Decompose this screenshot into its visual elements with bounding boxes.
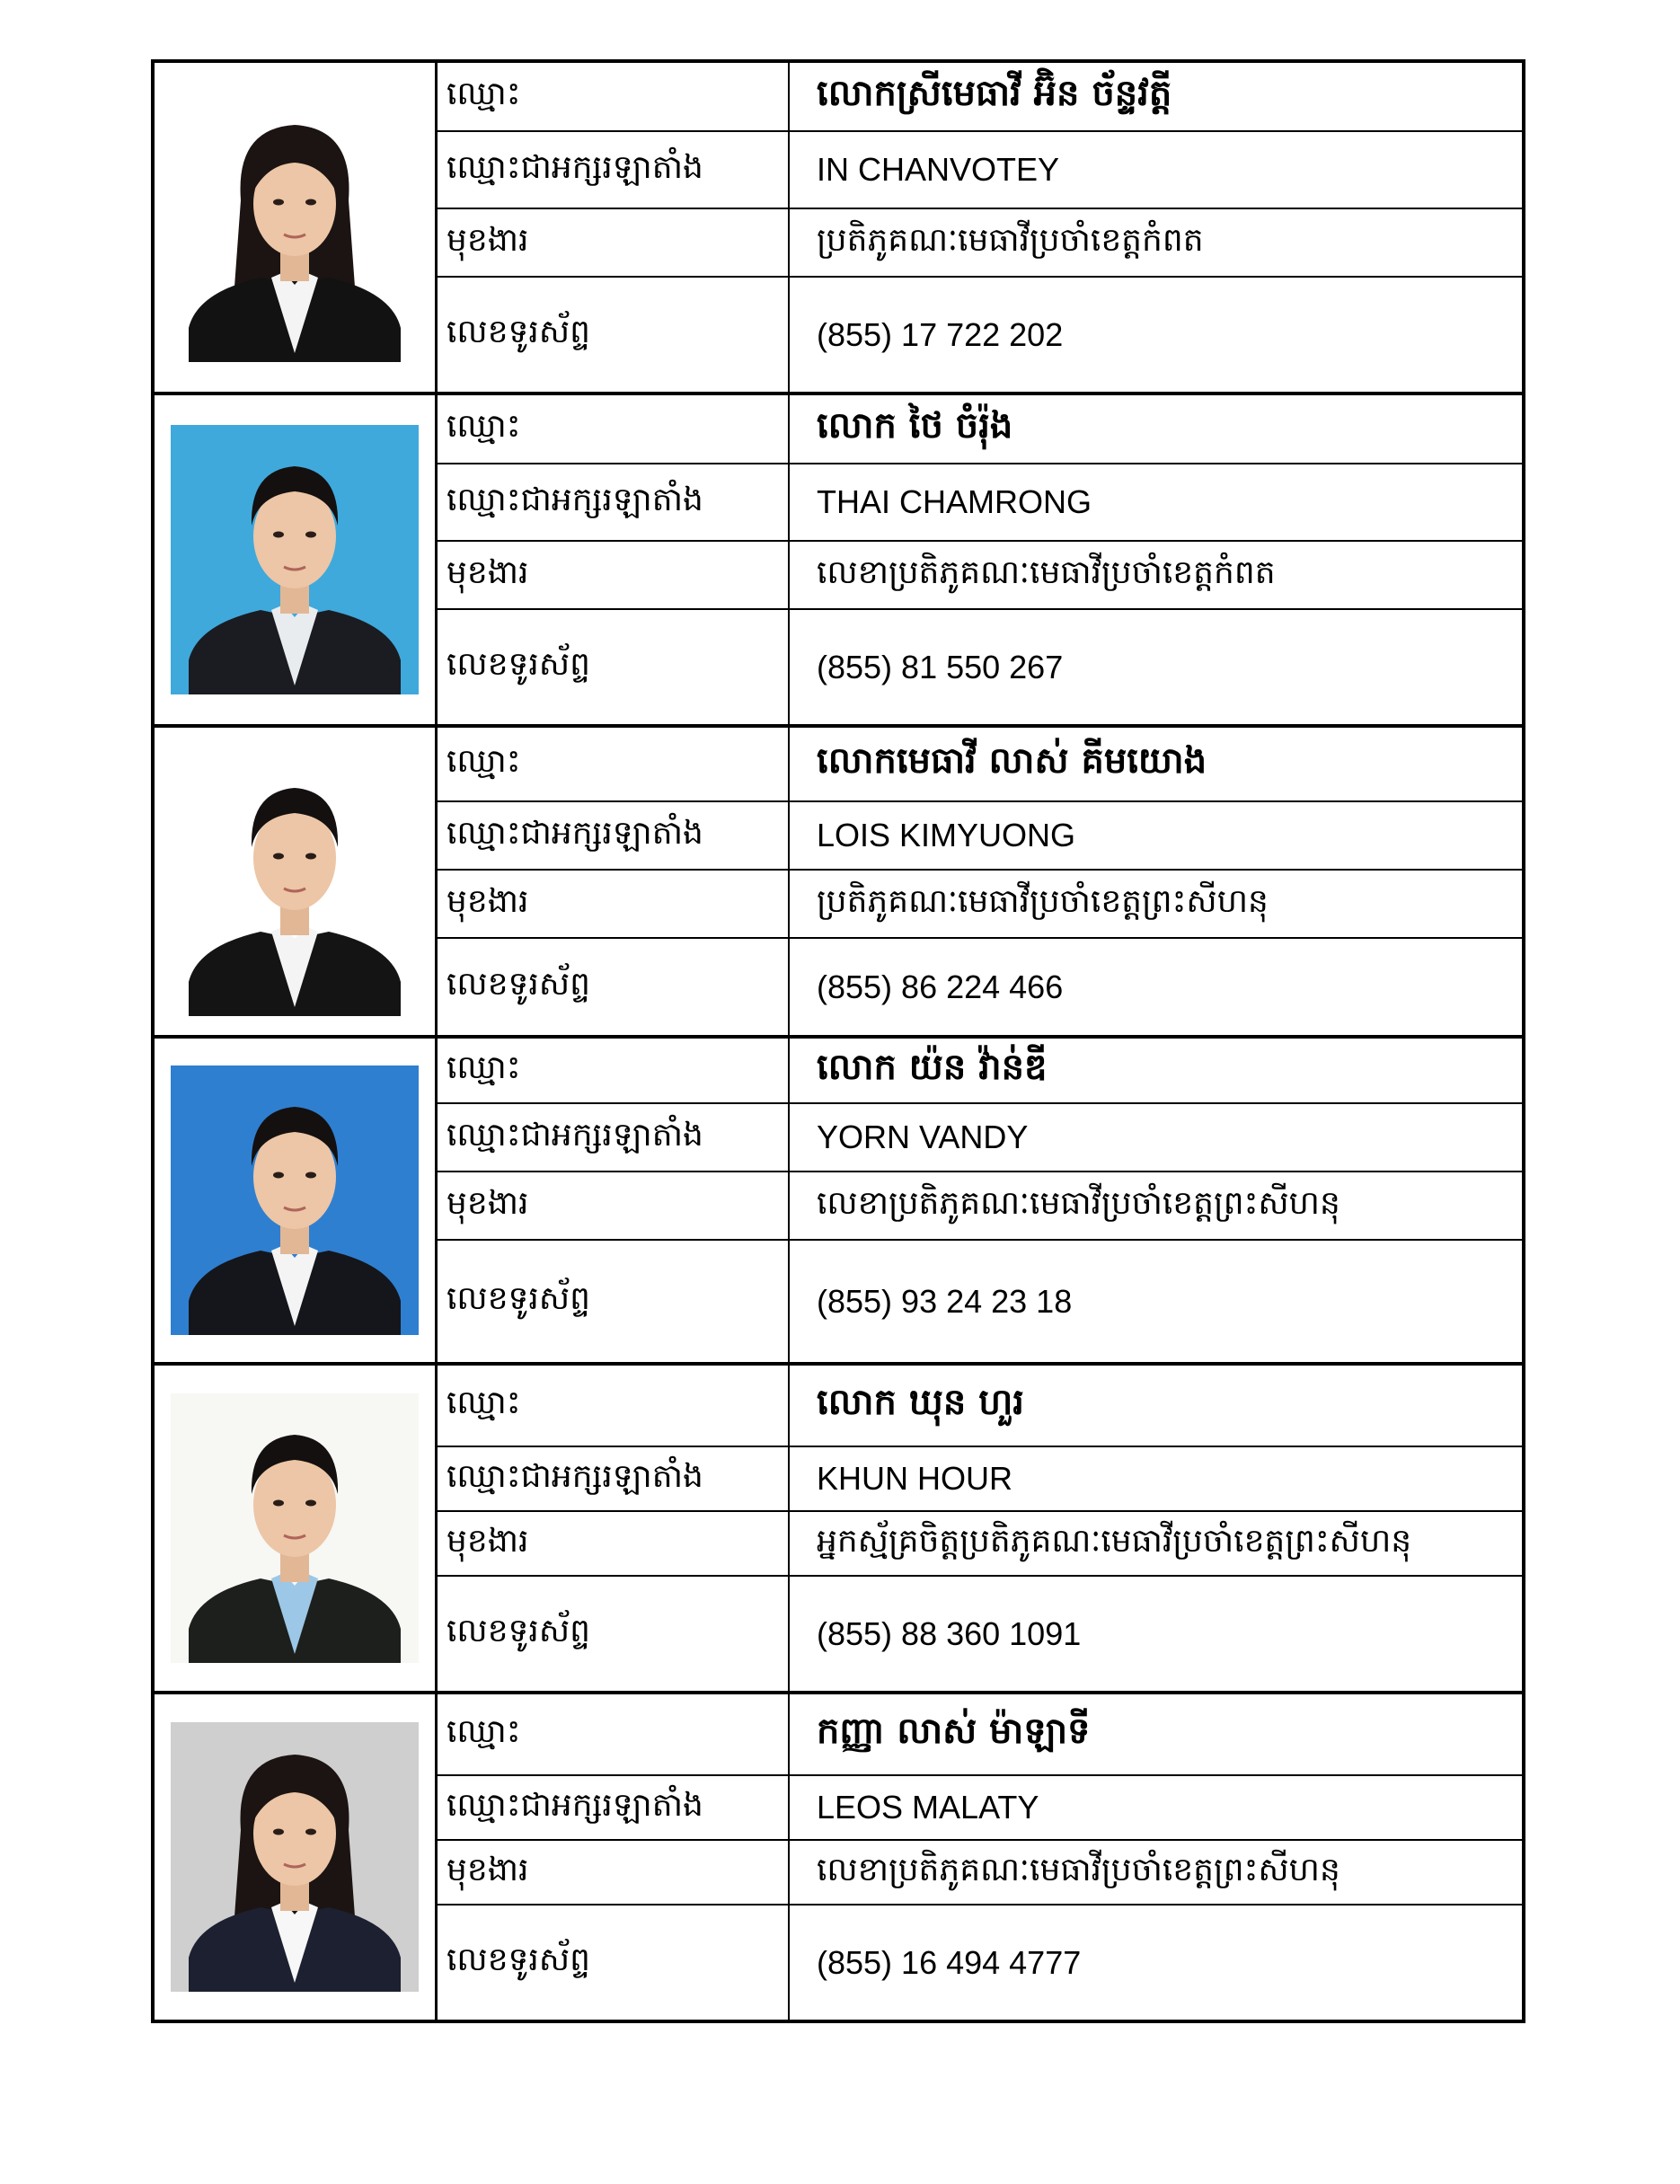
- person-6-name-value: កញ្ញា លាស់ ម៉ាឡាទី: [789, 1693, 1524, 1775]
- person-1-latin-name-value: IN CHANVOTEY: [789, 131, 1524, 208]
- person-2-phone-label: លេខទូរស័ព្ទ: [437, 609, 790, 726]
- person-5-row-name: [153, 1364, 1524, 1446]
- person-1-photo-cell: [153, 61, 437, 393]
- person-1-phone-label: លេខទូរស័ព្ទ: [437, 277, 790, 393]
- person-6-role-value: លេខាប្រតិភូគណៈមេធាវីប្រចាំខេត្តព្រះសីហនុ: [789, 1840, 1524, 1905]
- person-5-role-label: មុខងារ: [437, 1511, 790, 1576]
- person-5-role-value: អ្នកស្ម័គ្រចិត្តប្រតិភូគណៈមេធាវីប្រចាំខេត្តព្រះសីហនុ: [789, 1511, 1524, 1576]
- person-5-name-value: លោក ឃុន ហួរ: [789, 1364, 1524, 1446]
- person-6-photo-cell: [153, 1693, 437, 2021]
- person-3-phone-value: (855) 86 224 466: [789, 938, 1524, 1037]
- staff-directory-table: [151, 59, 1525, 2023]
- person-4-row-name: [153, 1037, 1524, 1103]
- person-3-phone-label: លេខទូរស័ព្ទ: [437, 938, 790, 1037]
- person-3-role-value: ប្រតិភូគណៈមេធាវីប្រចាំខេត្តព្រះសីហនុ: [789, 870, 1524, 938]
- person-6-row-name: [153, 1693, 1524, 1775]
- person-5-name-label: ឈ្មោះ: [437, 1364, 790, 1446]
- person-5-phone-value: (855) 88 360 1091: [789, 1576, 1524, 1693]
- person-3-portrait-photo: [171, 747, 419, 1016]
- person-2-portrait-photo: [171, 425, 419, 694]
- person-4-name-value: លោក យ៉ន វ៉ាន់ឌី: [789, 1037, 1524, 1103]
- person-1-latin-name-label: ឈ្មោះជាអក្សរឡាតាំង: [437, 131, 790, 208]
- person-6-latin-name-label: ឈ្មោះជាអក្សរឡាតាំង: [437, 1775, 790, 1840]
- person-4-latin-name-label: ឈ្មោះជាអក្សរឡាតាំង: [437, 1103, 790, 1172]
- person-1-row-name: [153, 61, 1524, 131]
- person-6-role-label: មុខងារ: [437, 1840, 790, 1905]
- person-4-portrait-photo: [171, 1065, 419, 1335]
- person-1-role-value: ប្រតិភូគណៈមេធាវីប្រចាំខេត្តកំពត: [789, 208, 1524, 277]
- person-4-photo-cell: [153, 1037, 437, 1364]
- person-2-name-value: លោក ថៃ ចំរ៉ុង: [789, 393, 1524, 464]
- person-1-portrait-photo: [171, 93, 419, 362]
- person-3-photo-cell: [153, 726, 437, 1037]
- person-1-name-label: ឈ្មោះ: [437, 61, 790, 131]
- person-2-role-value: លេខាប្រតិភូគណៈមេធាវីប្រចាំខេត្តកំពត: [789, 541, 1524, 609]
- person-2-role-label: មុខងារ: [437, 541, 790, 609]
- person-2-latin-name-value: THAI CHAMRONG: [789, 464, 1524, 541]
- person-6-name-label: ឈ្មោះ: [437, 1693, 790, 1775]
- person-6-phone-value: (855) 16 494 4777: [789, 1905, 1524, 2021]
- person-6-latin-name-value: LEOS MALATY: [789, 1775, 1524, 1840]
- person-2-latin-name-label: ឈ្មោះជាអក្សរឡាតាំង: [437, 464, 790, 541]
- person-4-name-label: ឈ្មោះ: [437, 1037, 790, 1103]
- person-1-phone-value: (855) 17 722 202: [789, 277, 1524, 393]
- person-3-name-value: លោកមេធាវី លាស់ គីមយោង: [789, 726, 1524, 801]
- person-2-phone-value: (855) 81 550 267: [789, 609, 1524, 726]
- person-4-role-label: មុខងារ: [437, 1172, 790, 1240]
- person-6-phone-label: លេខទូរស័ព្ទ: [437, 1905, 790, 2021]
- person-4-phone-value: (855) 93 24 23 18: [789, 1240, 1524, 1364]
- person-5-photo-cell: [153, 1364, 437, 1693]
- person-5-latin-name-label: ឈ្មោះជាអក្សរឡាតាំង: [437, 1446, 790, 1511]
- person-4-phone-label: លេខទូរស័ព្ទ: [437, 1240, 790, 1364]
- person-5-portrait-photo: [171, 1393, 419, 1663]
- person-4-role-value: លេខាប្រតិភូគណៈមេធាវីប្រចាំខេត្តព្រះសីហនុ: [789, 1172, 1524, 1240]
- person-5-latin-name-value: KHUN HOUR: [789, 1446, 1524, 1511]
- person-3-name-label: ឈ្មោះ: [437, 726, 790, 801]
- person-4-latin-name-value: YORN VANDY: [789, 1103, 1524, 1172]
- person-2-name-label: ឈ្មោះ: [437, 393, 790, 464]
- person-2-photo-cell: [153, 393, 437, 726]
- person-6-portrait-photo: [171, 1722, 419, 1992]
- person-1-name-value: លោកស្រីមេធាវី អ៊ិន ច័ន្ទវត្តី: [789, 61, 1524, 131]
- person-2-row-name: [153, 393, 1524, 464]
- person-3-row-name: [153, 726, 1524, 801]
- person-3-role-label: មុខងារ: [437, 870, 790, 938]
- person-5-phone-label: លេខទូរស័ព្ទ: [437, 1576, 790, 1693]
- person-3-latin-name-label: ឈ្មោះជាអក្សរឡាតាំង: [437, 801, 790, 870]
- staff-directory-body: [153, 61, 1524, 2021]
- person-1-role-label: មុខងារ: [437, 208, 790, 277]
- person-3-latin-name-value: LOIS KIMYUONG: [789, 801, 1524, 870]
